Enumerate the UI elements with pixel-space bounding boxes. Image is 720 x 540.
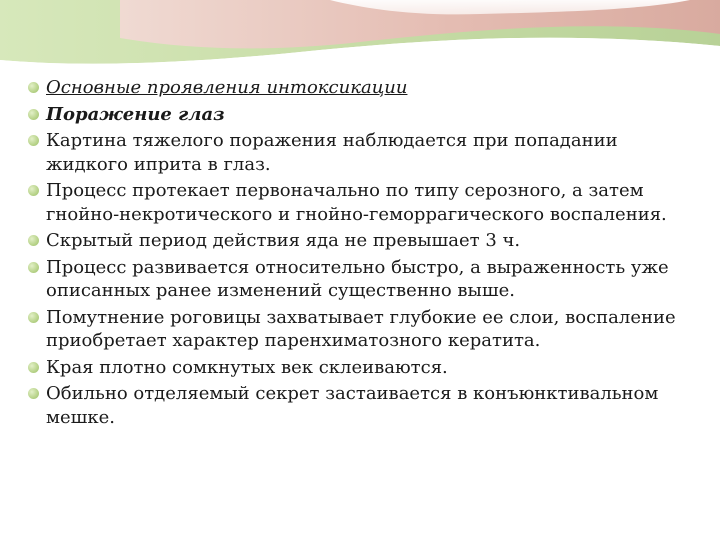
bullet-item-4 <box>22 229 682 253</box>
bullet-text: Процесс развивается относительно быстро, а выраженность уже описанных ранее изменений существенно выше. <box>46 256 669 301</box>
bullet-item-0 <box>22 76 682 100</box>
bullet-item-5 <box>22 256 682 303</box>
bullet-dot-icon <box>28 262 39 273</box>
bullet-text: Процесс протекает первоначально по типу серозного, а затем гнойно-некротического и гнойно-геморрагического воспаления. <box>46 180 667 225</box>
bullet-item-6 <box>22 306 682 353</box>
bullet-list <box>22 76 682 429</box>
bullet-item-3 <box>22 179 682 226</box>
bullet-text: Картина тяжелого поражения наблюдается при попадании жидкого иприта в глаз. <box>46 130 618 175</box>
bullet-item-1 <box>22 103 682 127</box>
header-decoration <box>0 0 720 80</box>
bullet-dot-icon <box>28 109 39 120</box>
bullet-text: Скрытый период действия яда не превышает 3 ч. <box>46 230 521 251</box>
slide-content <box>22 76 682 432</box>
bullet-item-8 <box>22 382 682 429</box>
bullet-dot-icon <box>28 235 39 246</box>
bullet-text: Обильно отделяемый секрет застаивается в конъюнктивальном мешке. <box>46 383 659 428</box>
bullet-dot-icon <box>28 362 39 373</box>
bullet-text: Поражение глаз <box>46 103 225 125</box>
bullet-text: Основные проявления интоксикации <box>46 77 408 98</box>
bullet-text: Помутнение роговицы захватывает глубокие ее слои, воспаление приобретает характер паренхиматозного кератита. <box>46 306 676 351</box>
bullet-dot-icon <box>28 135 39 146</box>
bullet-dot-icon <box>28 82 39 93</box>
bullet-dot-icon <box>28 185 39 196</box>
bullet-item-2 <box>22 129 682 176</box>
bullet-dot-icon <box>28 388 39 399</box>
bullet-dot-icon <box>28 312 39 323</box>
bullet-item-7 <box>22 356 682 380</box>
bullet-text: Края плотно сомкнутых век склеиваются. <box>46 356 448 378</box>
